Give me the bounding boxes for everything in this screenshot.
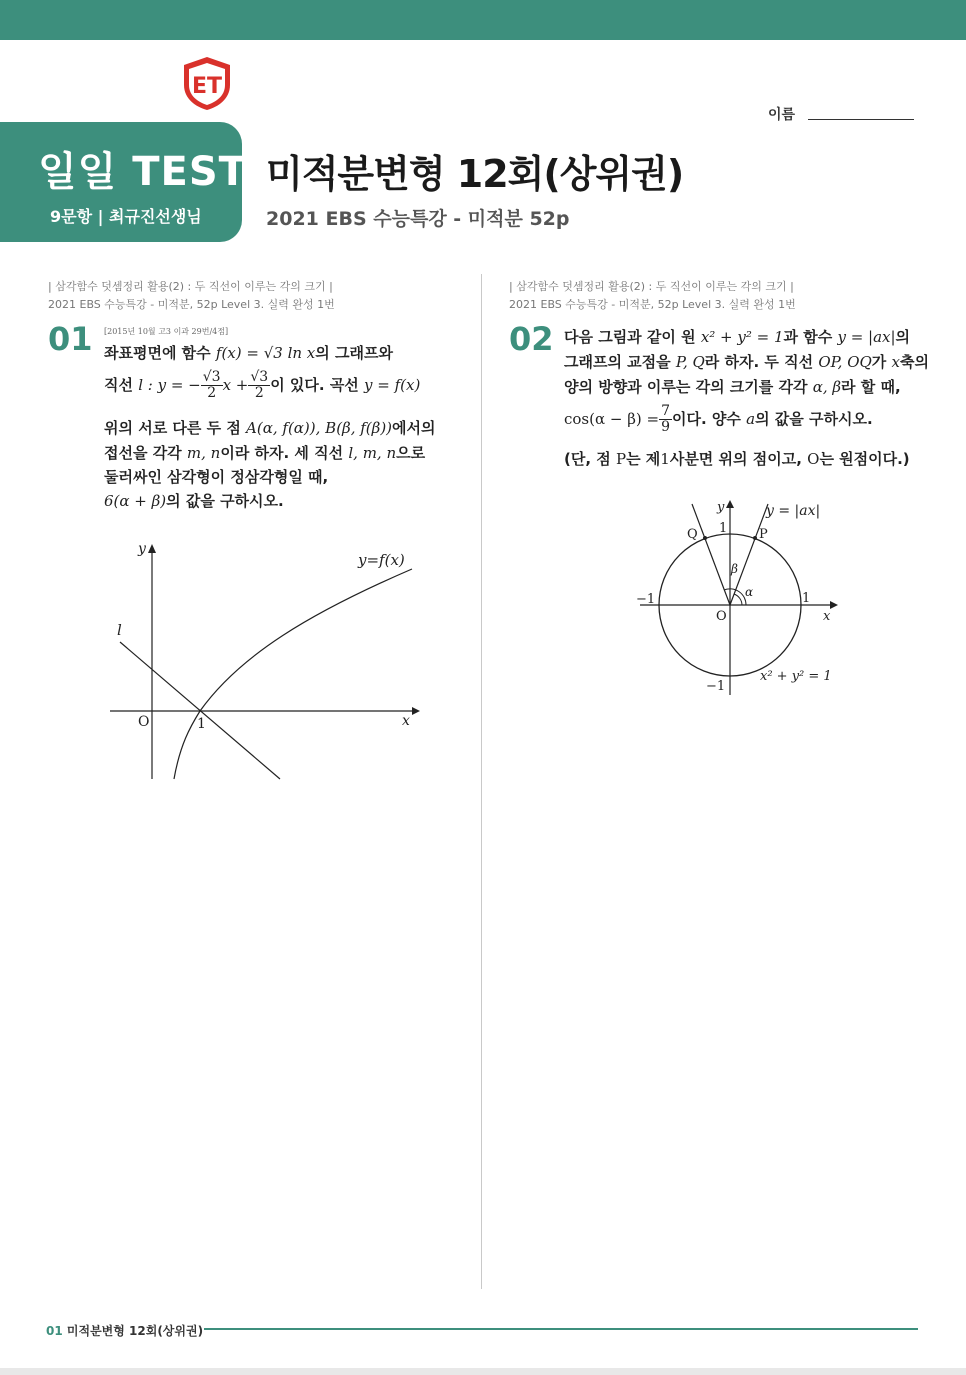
q1-curve-label: y=f(x)	[358, 551, 405, 569]
logo-text: ET	[191, 74, 223, 99]
q2-minus-one-left-label: −1	[636, 592, 656, 607]
name-field-line[interactable]	[808, 119, 914, 120]
q2-l3-text-b: 라 할 때,	[841, 378, 901, 396]
q1-l2-text-b: 이 있다. 곡선	[270, 376, 365, 394]
q2-beta-label: β	[731, 562, 738, 576]
q2-l3-math: α, β	[812, 378, 842, 396]
q1-l2-frac2-num: √3	[250, 369, 269, 385]
q1-y-axis-label: y	[138, 541, 146, 557]
q2-l1-math-1: x² + y² = 1	[700, 328, 784, 346]
q1-text-line-2	[104, 370, 420, 401]
q1-l2-frac1-num: √3	[202, 369, 221, 385]
q1-source-line: 2021 EBS 수능특강 - 미적분, 52p Level 3. 실력 완성 1번	[48, 298, 335, 311]
q1-l2-text-a: 직선	[104, 376, 139, 394]
q2-l5-text-d: 는 원점이다.)	[819, 450, 910, 468]
footer-title	[46, 1322, 203, 1339]
q2-l2-text-b: 라 하자. 두 직선	[704, 353, 819, 371]
et-logo	[180, 55, 234, 111]
q1-l4-math-2: l, m, n	[348, 444, 397, 462]
q2-l5-math-3: O	[807, 450, 820, 468]
q2-func-label: y = |ax|	[766, 503, 821, 519]
q2-l5-text-b: 는 제	[626, 450, 661, 468]
q1-l4-math-1: m, n	[186, 444, 221, 462]
q2-l2-text-c: 가	[871, 353, 892, 371]
footer-rule	[204, 1328, 918, 1330]
q2-text-line-4	[564, 404, 873, 435]
q2-l5-math-1: P	[615, 450, 627, 468]
q1-l6-text-b: 의 값을 구하시오.	[166, 492, 284, 510]
q1-l2-math-3: y = f(x)	[364, 376, 421, 394]
badge-subtitle: 9문항 | 최규진선생님	[50, 207, 202, 226]
q2-l5-math-2: 1	[660, 450, 670, 468]
q2-l4-text-a: 이다. 양수	[672, 410, 747, 428]
q1-l2-fraction-1	[201, 370, 223, 401]
q1-l2-math-1: l : y = −	[138, 376, 201, 394]
q2-y-axis-label: y	[717, 500, 725, 515]
q1-l1-text-a: 좌표평면에 함수	[104, 344, 216, 362]
footer-page-title: 미적분변형 12회(상위권)	[66, 1324, 204, 1338]
q1-text-line-6	[104, 489, 284, 513]
q1-text-line-4	[104, 441, 425, 465]
q2-l4-text-b: 의 값을 구하시오.	[755, 410, 873, 428]
q1-l2-fraction-2	[248, 370, 270, 401]
q1-number: 01	[48, 320, 93, 358]
q2-text-line-2	[564, 350, 929, 374]
q2-point-p	[753, 536, 757, 540]
q1-one-label: 1	[197, 716, 206, 732]
q1-l1-text-b: 의 그래프와	[315, 344, 393, 362]
q1-l4-text-b: 이라 하자. 세 직선	[220, 444, 349, 462]
q1-l4-text-a: 접선을 각각	[104, 444, 187, 462]
q2-l3-text-a: 양의 방향과 이루는 각의 크기를 각각	[564, 378, 813, 396]
q2-l1-text-b: 과 함수	[783, 328, 838, 346]
q2-l5-text-c: 사분면 위의 점이고,	[669, 450, 808, 468]
q2-l4-frac-num: 7	[661, 403, 670, 419]
q2-origin-label: O	[716, 609, 727, 624]
q2-q-label: Q	[687, 527, 698, 542]
q1-y-arrow	[148, 544, 156, 553]
q2-l2-math-3: x	[891, 353, 900, 371]
q2-graph	[630, 490, 850, 700]
q2-one-right-label: 1	[802, 591, 811, 606]
q1-x-arrow	[412, 707, 420, 715]
q2-l2-text-d: 축의	[899, 353, 929, 371]
q2-alpha-arc	[734, 594, 742, 605]
page-subtitle: 2021 EBS 수능특강 - 미적분 52p	[266, 208, 570, 230]
q2-one-top-label: 1	[719, 521, 728, 536]
q2-l1-text-a: 다음 그림과 같이 원	[564, 328, 701, 346]
q1-tag: | 삼각함수 덧셈정리 활용(2) : 두 직선이 이루는 각의 크기 |	[48, 280, 333, 293]
q1-l3-text-a: 위의 서로 다른 두 점	[104, 419, 247, 437]
q1-l4-text-c: 으로	[396, 444, 426, 462]
footer-page-number: 01	[46, 1324, 63, 1338]
q2-l4-math-2: a	[746, 410, 756, 428]
q1-origin-label: O	[138, 714, 150, 730]
q1-l3-text-b: 에서의	[392, 419, 436, 437]
q2-point-q	[703, 536, 707, 540]
q1-l2-frac1-den: 2	[207, 385, 217, 401]
q2-number: 02	[509, 320, 554, 358]
q2-text-line-3	[564, 375, 901, 399]
name-label: 이름	[768, 107, 796, 123]
q2-l1-text-c: 의	[895, 328, 911, 346]
q1-text-line-3	[104, 416, 436, 440]
q2-circle-label: x² + y² = 1	[760, 669, 832, 684]
q1-x-axis-label: x	[402, 713, 410, 729]
q2-text-line-5	[564, 447, 910, 471]
q2-l2-math-2: OP, OQ	[818, 353, 872, 371]
badge-title: 일일 TEST	[38, 149, 247, 195]
q2-l4-math-1: cos(α − β) =	[564, 410, 660, 428]
q2-text-line-1	[564, 325, 910, 349]
q1-log-curve	[174, 569, 412, 779]
q2-y-arrow	[726, 500, 734, 508]
q2-x-axis-label: x	[823, 609, 831, 624]
q2-source-line: 2021 EBS 수능특강 - 미적분, 52p Level 3. 실력 완성 1번	[509, 298, 796, 311]
q2-p-label: P	[759, 527, 768, 542]
q2-minus-one-bottom-label: −1	[706, 679, 726, 694]
q2-l5-text-a: (단, 점	[564, 450, 616, 468]
bottom-strip	[0, 1368, 966, 1375]
q2-x-arrow	[830, 601, 838, 609]
column-divider	[481, 274, 482, 1289]
q2-l2-math-1: P, Q	[675, 353, 705, 371]
q1-l6-math: 6(α + β)	[104, 492, 167, 510]
q1-line-l-label: l	[117, 621, 122, 639]
q1-l2-frac2-den: 2	[254, 385, 264, 401]
q1-graph	[100, 535, 430, 785]
q1-l3-math: A(α, f(α)), B(β, f(β))	[246, 419, 393, 437]
top-color-bar	[0, 0, 966, 40]
q1-l2-math-2: x +	[222, 376, 249, 394]
q2-l4-frac-den: 9	[661, 419, 670, 435]
q2-alpha-label: α	[745, 585, 754, 599]
q1-text-line-5: 둘러싸인 삼각형이 정삼각형일 때,	[104, 468, 329, 486]
q1-text-line-1	[104, 341, 393, 365]
q2-tag: | 삼각함수 덧셈정리 활용(2) : 두 직선이 이루는 각의 크기 |	[509, 280, 794, 293]
q1-l1-math: f(x) = √3 ln x	[215, 344, 316, 362]
q2-l1-math-2: y = |ax|	[837, 328, 896, 346]
q2-l4-fraction	[659, 404, 672, 435]
q1-exam-source: [2015년 10월 고3 이과 29번/4점]	[104, 327, 229, 336]
page-title: 미적분변형 12회(상위권)	[266, 152, 684, 196]
q2-l2-text-a: 그래프의 교점을	[564, 353, 676, 371]
